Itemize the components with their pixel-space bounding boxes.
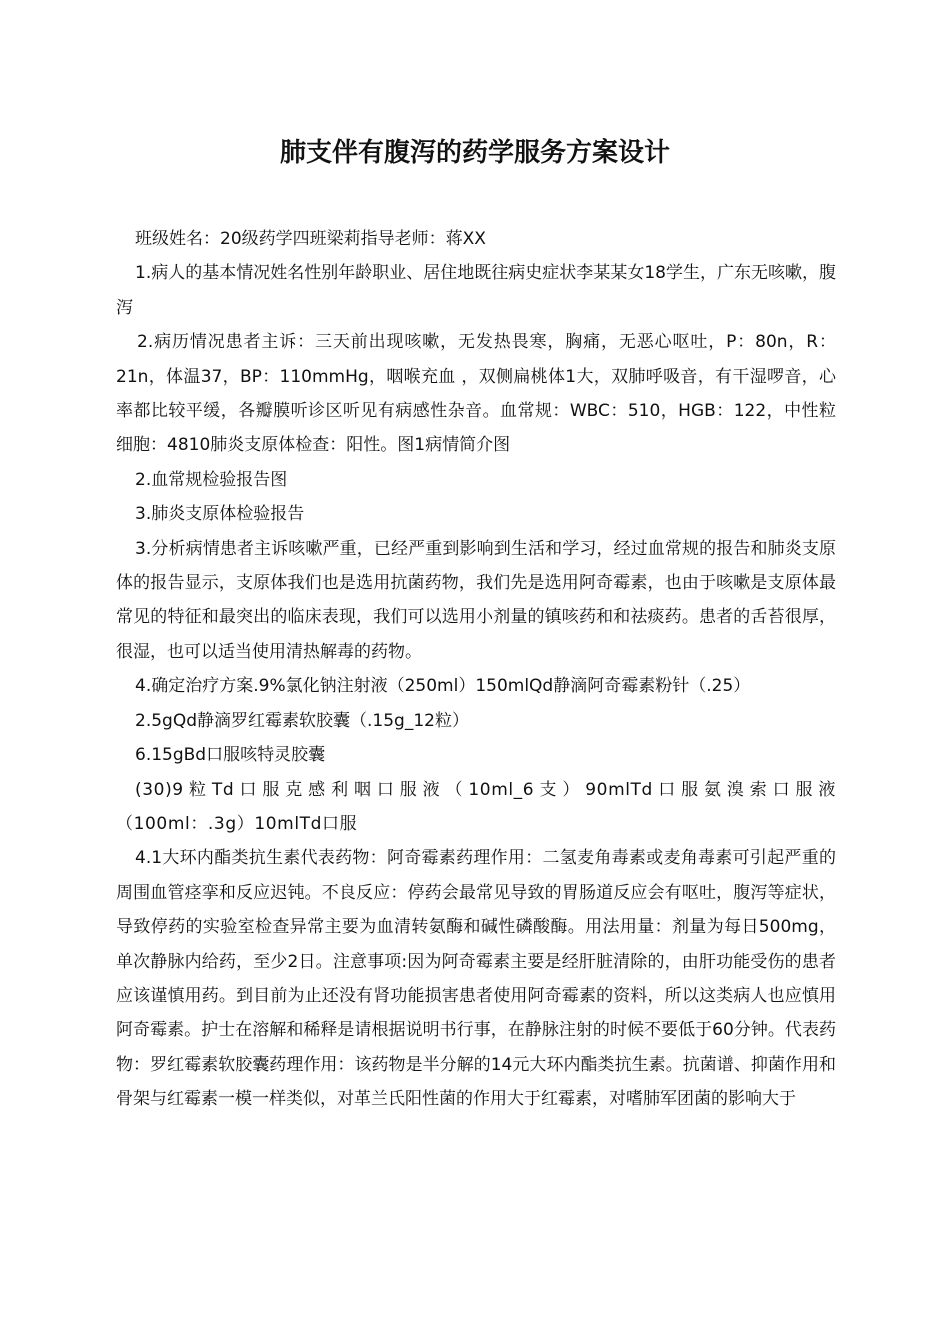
treatment-plan-line-4: (30)9粒Td口服克感利咽口服液（10ml_6支）90mlTd口服氨溴索口服液（100ml：.3g）10mlTd口服 [116, 779, 836, 834]
mycoplasma-report-heading: 3.肺炎支原体检验报告 [135, 504, 305, 525]
patient-basic-info-paragraph: 1.病人的基本情况姓名性别年龄职业、居住地既往病史症状李某某女18学生，广东无咳嗽，腹泻 [116, 263, 836, 318]
medical-history-paragraph: 2.病历情况患者主诉：三天前出现咳嗽，无发热畏寒，胸痛，无恶心呕吐，P：80n，R：21n，体温37，BP：110mmHg，咽喉充血 ，双侧扁桃体1大，双肺呼吸音，有干湿啰音，心率都比较平缓，各瓣膜听诊区听见有病感性杂音。血常规：WBC：510，HGB：122，中性粒细胞：4810肺炎支原体检查：阳性。图1病情简介图 [116, 332, 836, 456]
treatment-plan-line-1: 4.确定治疗方案.9%氯化钠注射液（250ml）150mlQd静滴阿奇霉素粉针（.25） [135, 676, 751, 697]
macrolide-drug-paragraph: 4.1大环内酯类抗生素代表药物：阿奇霉素药理作用：二氢麦角毒素或麦角毒素可引起严重的周围血管痉挛和反应迟钝。不良反应：停药会最常见导致的胃肠道反应会有呕吐，腹泻等症状，导致停药的实验室检查异常主要为血清转氨酶和碱性磷酸酶。用法用量：剂量为每日500mg，单次静脉内给药，至少2日。注意事项:因为阿奇霉素主要是经肝脏清除的，由肝功能受伤的患者应该谨慎用药。到目前为止还没有肾功能损害患者使用阿奇霉素的资料，所以这类病人也应慎用阿奇霉素。护士在溶解和稀释是请根据说明书行事，在静脉注射的时候不要低于60分钟。代表药物：罗红霉素软胶囊药理作用：该药物是半分解的14元大环内酯类抗生素。抗菌谱、抑菌作用和骨架与红霉素一模一样类似，对革兰氏阳性菌的作用大于红霉素，对嗜肺军团菌的影响大于 [116, 848, 836, 1110]
condition-analysis-paragraph: 3.分析病情患者主诉咳嗽严重，已经严重到影响到生活和学习，经过血常规的报告和肺炎支原体的报告显示，支原体我们也是选用抗菌药物，我们先是选用阿奇霉素，也由于咳嗽是支原体最常见的特征和最突出的临床表现，我们可以选用小剂量的镇咳药和和祛痰药。患者的舌苔很厚，很湿，也可以适当使用清热解毒的药物。 [116, 538, 836, 662]
class-info-paragraph: 班级姓名：20级药学四班梁莉指导老师：蒋XX [135, 229, 486, 249]
treatment-plan-line-2: 2.5gQd静滴罗红霉素软胶囊（.15g_12粒） [135, 710, 469, 731]
document-body [116, 222, 836, 1117]
document-title: 肺支伴有腹泻的药学服务方案设计 [279, 138, 670, 168]
blood-test-report-heading: 2.血常规检验报告图 [135, 469, 288, 490]
treatment-plan-line-3: 6.15gBd口服咳特灵胶囊 [135, 745, 326, 766]
